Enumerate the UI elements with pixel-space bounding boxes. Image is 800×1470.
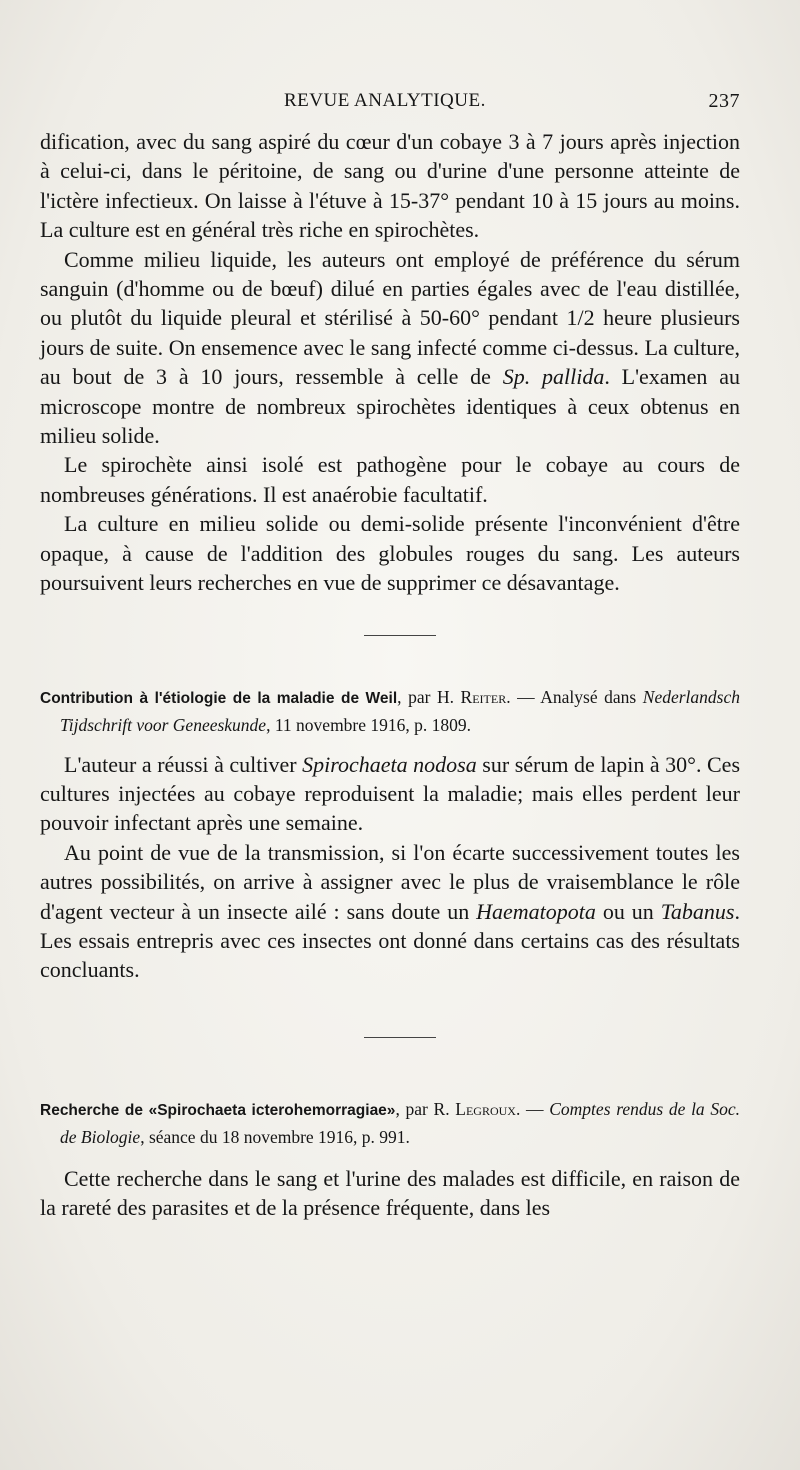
paragraph: L'auteur a réussi à cultiver Spirochaeta nodosa sur sérum de lapin à 30°. Ces cultures injectées au cobaye reproduisent la maladie; mais elles perdent leur pouvoir infectant après une semaine. bbox=[40, 751, 741, 836]
section-continued bbox=[40, 127, 740, 598]
entry-title: Recherche de «Spirochaeta icterohemorragiae», par R. Legroux. — Comptes rendus de la Soc. de Biologie, séance du 18 novembre 1916, p. 991. bbox=[40, 1098, 741, 1147]
paragraph: La culture en milieu solide ou demi-solide présente l'inconvénient d'être opaque, à cause de l'addition des globules rouges du sang. Les auteurs poursuivent leurs recherches en vue de supprimer ce désavantage. bbox=[40, 511, 740, 596]
paragraph: Le spirochète ainsi isolé est pathogène pour le cobaye au cours de nombreuses générations. Il est anaérobie facultatif. bbox=[40, 452, 740, 507]
page-body bbox=[40, 127, 740, 1223]
author-name: Reiter bbox=[460, 686, 507, 707]
paragraph: Comme milieu liquide, les auteurs ont employé de préférence du sérum sanguin (d'homme ou de bœuf) dilué en parties égales avec de l'eau distillée, ou plutôt du liquide pleural et stérilisé à 50-60° pendant 1/2 heure plusieurs jours de suite. On ensemence avec le sang infecté comme ci-dessus. La culture, au bout de 3 à 10 jours, ressemble à celle de Sp. pallida. L'examen au microscope montre de nombreux spirochètes identiques à ceux obtenus en milieu solide. bbox=[40, 246, 740, 449]
section-separator bbox=[364, 1037, 436, 1038]
genus-name: Tabanus bbox=[660, 898, 735, 924]
paragraph: Au point de vue de la transmission, si l'on écarte successivement toutes les autres possibilités, on arrive à assigner avec le plus de vraisemblance le rôle d'agent vecteur à un insecte ailé : sans doute un Haematopota ou un Tabanus. Les essais entrepris avec ces insectes ont donné dans certains cas des résultats concluants. bbox=[40, 839, 740, 983]
journal-name: Comptes rendus de la Soc. de Biologie bbox=[60, 1098, 741, 1147]
running-header bbox=[40, 86, 740, 118]
paragraph: Cette recherche dans le sang et l'urine des malades est difficile, en raison de la rareté des parasites et de la présence fréquente, dans les bbox=[40, 1165, 740, 1221]
paragraph: dification, avec du sang aspiré du cœur d'un cobaye 3 à 7 jours après injection à celui-ci, dans le péritoine, de sang ou d'urine d'une personne atteinte de l'ictère infectieux. On laisse à l'étuve à 15-37° pendant 10 à 15 jours au moins. La culture est en général très riche en spirochètes. bbox=[40, 129, 740, 243]
species-name: Sp. pallida bbox=[502, 364, 605, 390]
abstract-entry bbox=[40, 1096, 740, 1223]
author-name: Legroux bbox=[455, 1098, 516, 1119]
journal-name: Nederlandsch Tijdschrift voor Geneeskunde bbox=[60, 686, 740, 735]
entry-title: Contribution à l'étiologie de la maladie de Weil, par H. Reiter. — Analysé dans Nederlandsch Tijdschrift voor Geneeskunde, 11 novembre 1916, p. 1809. bbox=[40, 686, 740, 735]
article-title: Contribution à l'étiologie de la maladie de Weil bbox=[40, 689, 398, 707]
section-separator bbox=[364, 635, 436, 636]
running-title: REVUE ANALYTIQUE. bbox=[284, 90, 486, 111]
article-title: Recherche de «Spirochaeta icterohemorragiae» bbox=[40, 1101, 396, 1119]
genus-name: Haematopota bbox=[476, 898, 596, 924]
page-number: 237 bbox=[708, 90, 740, 112]
species-name: Spirochaeta nodosa bbox=[302, 751, 477, 777]
abstract-entry bbox=[40, 684, 740, 985]
